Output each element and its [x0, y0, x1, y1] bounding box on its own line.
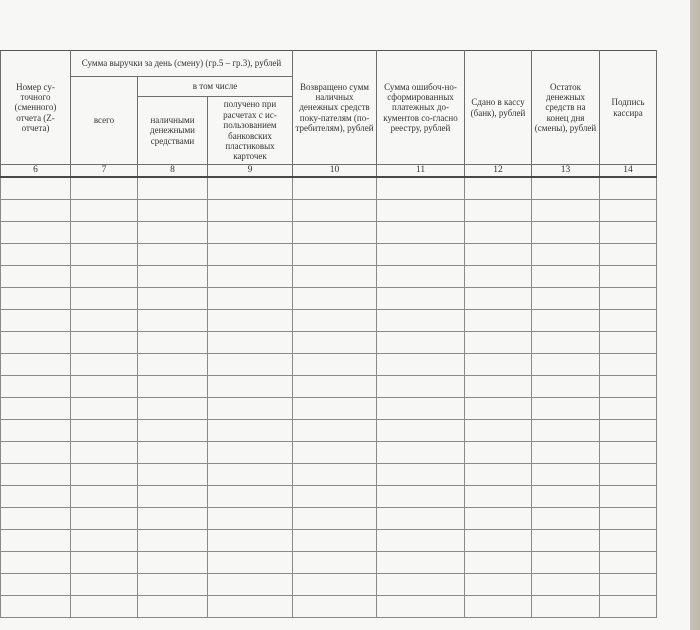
ledger-cell[interactable] — [600, 244, 657, 266]
ledger-cell[interactable] — [600, 552, 657, 574]
ledger-cell[interactable] — [532, 596, 600, 618]
ledger-cell[interactable] — [71, 574, 138, 596]
ledger-cell[interactable] — [293, 376, 377, 398]
ledger-cell[interactable] — [1, 266, 71, 288]
ledger-cell[interactable] — [71, 508, 138, 530]
ledger-cell[interactable] — [293, 398, 377, 420]
ledger-cell[interactable] — [71, 288, 138, 310]
ledger-cell[interactable] — [138, 310, 208, 332]
ledger-cell[interactable] — [208, 177, 293, 200]
header-cash: наличными денежными средствами — [138, 97, 208, 165]
ledger-cell[interactable] — [71, 398, 138, 420]
ledger-row — [1, 376, 657, 398]
ledger-cell[interactable] — [465, 552, 532, 574]
ledger-cell[interactable] — [532, 244, 600, 266]
ledger-cell[interactable] — [377, 530, 465, 552]
ledger-row — [1, 420, 657, 442]
ledger-cell[interactable] — [465, 574, 532, 596]
ledger-cell[interactable] — [600, 486, 657, 508]
ledger-cell[interactable] — [600, 222, 657, 244]
ledger-cell[interactable] — [208, 244, 293, 266]
ledger-cell[interactable] — [532, 552, 600, 574]
ledger-row — [1, 464, 657, 486]
ledger-cell[interactable] — [532, 354, 600, 376]
ledger-cell[interactable] — [293, 508, 377, 530]
ledger-cell[interactable] — [208, 552, 293, 574]
ledger-cell[interactable] — [1, 354, 71, 376]
ledger-cell[interactable] — [377, 574, 465, 596]
ledger-cell[interactable] — [600, 376, 657, 398]
ledger-cell[interactable] — [532, 464, 600, 486]
ledger-row — [1, 288, 657, 310]
ledger-cell[interactable] — [465, 266, 532, 288]
ledger-cell[interactable] — [71, 222, 138, 244]
ledger-row — [1, 552, 657, 574]
ledger-cell[interactable] — [377, 177, 465, 200]
ledger-cell[interactable] — [208, 574, 293, 596]
ledger-cell[interactable] — [377, 398, 465, 420]
ledger-cell[interactable] — [465, 398, 532, 420]
ledger-cell[interactable] — [71, 486, 138, 508]
ledger-row — [1, 354, 657, 376]
ledger-cell[interactable] — [600, 310, 657, 332]
ledger-cell[interactable] — [208, 266, 293, 288]
ledger-cell[interactable] — [293, 177, 377, 200]
ledger-cell[interactable] — [208, 420, 293, 442]
ledger-cell[interactable] — [138, 420, 208, 442]
ledger-cell[interactable] — [600, 596, 657, 618]
ledger-cell[interactable] — [465, 442, 532, 464]
ledger-row — [1, 486, 657, 508]
ledger-cell[interactable] — [293, 332, 377, 354]
ledger-row — [1, 442, 657, 464]
ledger-cell[interactable] — [377, 464, 465, 486]
ledger-row — [1, 530, 657, 552]
ledger-cell[interactable] — [71, 376, 138, 398]
ledger-cell[interactable] — [208, 508, 293, 530]
ledger-cell[interactable] — [71, 596, 138, 618]
header-card-payments: получено при расчетах с ис-пользованием банковских пластиковых карточек — [208, 97, 293, 165]
ledger-cell[interactable] — [71, 552, 138, 574]
ledger-cell[interactable] — [532, 508, 600, 530]
ledger-cell[interactable] — [208, 398, 293, 420]
column-number-row — [1, 165, 657, 178]
ledger-cell[interactable] — [1, 332, 71, 354]
ledger-cell[interactable] — [532, 530, 600, 552]
ledger-cell[interactable] — [71, 420, 138, 442]
page-top-margin — [0, 0, 690, 50]
ledger-cell[interactable] — [293, 200, 377, 222]
ledger-cell[interactable] — [377, 332, 465, 354]
ledger-cell[interactable] — [138, 177, 208, 200]
ledger-cell[interactable] — [600, 398, 657, 420]
ledger-cell[interactable] — [1, 596, 71, 618]
ledger-cell[interactable] — [138, 442, 208, 464]
column-number: 10 — [293, 165, 377, 178]
ledger-cell[interactable] — [1, 464, 71, 486]
ledger-cell[interactable] — [293, 464, 377, 486]
ledger-cell[interactable] — [208, 200, 293, 222]
ledger-cell[interactable] — [208, 486, 293, 508]
header-report-number: Номер су-точного (сменного) отчета (Z-отчета) — [1, 51, 71, 165]
header-total: всего — [71, 77, 138, 165]
column-number: 9 — [208, 165, 293, 178]
ledger-cell[interactable] — [138, 200, 208, 222]
ledger-cell[interactable] — [600, 288, 657, 310]
ledger-cell[interactable] — [1, 177, 71, 200]
ledger-cell[interactable] — [1, 222, 71, 244]
ledger-cell[interactable] — [1, 420, 71, 442]
ledger-cell[interactable] — [465, 376, 532, 398]
ledger-cell[interactable] — [465, 596, 532, 618]
ledger-row — [1, 508, 657, 530]
ledger-cell[interactable] — [1, 310, 71, 332]
ledger-cell[interactable] — [293, 552, 377, 574]
ledger-row — [1, 574, 657, 596]
ledger-cell[interactable] — [138, 596, 208, 618]
ledger-cell[interactable] — [293, 354, 377, 376]
ledger-cell[interactable] — [138, 464, 208, 486]
ledger-row — [1, 332, 657, 354]
ledger-cell[interactable] — [600, 177, 657, 200]
ledger-cell[interactable] — [532, 420, 600, 442]
ledger-cell[interactable] — [532, 288, 600, 310]
ledger-cell[interactable] — [71, 354, 138, 376]
ledger-cell[interactable] — [71, 177, 138, 200]
ledger-cell[interactable] — [532, 266, 600, 288]
ledger-cell[interactable] — [208, 332, 293, 354]
ledger-cell[interactable] — [138, 376, 208, 398]
header-cashier-signature: Подпись кассира — [600, 51, 657, 165]
ledger-cell[interactable] — [293, 420, 377, 442]
ledger-cell[interactable] — [377, 508, 465, 530]
ledger-cell[interactable] — [377, 442, 465, 464]
ledger-cell[interactable] — [208, 354, 293, 376]
ledger-row — [1, 310, 657, 332]
ledger-cell[interactable] — [71, 442, 138, 464]
ledger-cell[interactable] — [600, 530, 657, 552]
ledger-cell[interactable] — [208, 596, 293, 618]
ledger-cell[interactable] — [1, 376, 71, 398]
ledger-cell[interactable] — [532, 398, 600, 420]
ledger-cell[interactable] — [532, 200, 600, 222]
ledger-cell[interactable] — [208, 288, 293, 310]
column-number: 7 — [71, 165, 138, 178]
ledger-cell[interactable] — [293, 244, 377, 266]
ledger-cell[interactable] — [1, 200, 71, 222]
ledger-cell[interactable] — [465, 354, 532, 376]
ledger-cell[interactable] — [138, 244, 208, 266]
ledger-row — [1, 266, 657, 288]
ledger-cell[interactable] — [293, 530, 377, 552]
column-number: 13 — [532, 165, 600, 178]
ledger-cell[interactable] — [532, 486, 600, 508]
ledger-cell[interactable] — [600, 574, 657, 596]
ledger-body — [1, 177, 657, 618]
ledger-cell[interactable] — [1, 398, 71, 420]
ledger-cell[interactable] — [377, 354, 465, 376]
ledger-cell[interactable] — [1, 244, 71, 266]
ledger-row — [1, 177, 657, 200]
ledger-cell[interactable] — [293, 442, 377, 464]
ledger-cell[interactable] — [208, 310, 293, 332]
ledger-cell[interactable] — [1, 442, 71, 464]
ledger-cell[interactable] — [377, 420, 465, 442]
ledger-row — [1, 200, 657, 222]
ledger-cell[interactable] — [465, 420, 532, 442]
ledger-cell[interactable] — [293, 222, 377, 244]
page-edge — [690, 0, 700, 630]
ledger-row — [1, 244, 657, 266]
ledger-cell[interactable] — [532, 177, 600, 200]
ledger-cell[interactable] — [138, 222, 208, 244]
ledger-cell[interactable] — [600, 464, 657, 486]
ledger-cell[interactable] — [71, 266, 138, 288]
ledger-cell[interactable] — [377, 310, 465, 332]
ledger-cell[interactable] — [600, 354, 657, 376]
ledger-cell[interactable] — [293, 486, 377, 508]
ledger-cell[interactable] — [208, 464, 293, 486]
ledger-cell[interactable] — [532, 222, 600, 244]
ledger-cell[interactable] — [71, 310, 138, 332]
column-number: 8 — [138, 165, 208, 178]
header-including: в том числе — [138, 77, 293, 97]
header-handed-to-bank: Сдано в кассу (банк), рублей — [465, 51, 532, 165]
ledger-cell[interactable] — [377, 596, 465, 618]
ledger-cell[interactable] — [208, 376, 293, 398]
cash-ledger-table — [0, 50, 657, 618]
column-number: 14 — [600, 165, 657, 178]
ledger-cell[interactable] — [71, 530, 138, 552]
ledger-cell[interactable] — [138, 266, 208, 288]
ledger-cell[interactable] — [1, 552, 71, 574]
ledger-cell[interactable] — [465, 288, 532, 310]
ledger-cell[interactable] — [71, 332, 138, 354]
ledger-cell[interactable] — [377, 288, 465, 310]
header-end-balance: Остаток денежных средств на конец дня (смены), рублей — [532, 51, 600, 165]
ledger-cell[interactable] — [138, 398, 208, 420]
column-number: 11 — [377, 165, 465, 178]
ledger-cell[interactable] — [71, 464, 138, 486]
ledger-cell[interactable] — [377, 244, 465, 266]
ledger-cell[interactable] — [208, 222, 293, 244]
ledger-cell[interactable] — [208, 530, 293, 552]
ledger-row — [1, 398, 657, 420]
ledger-cell[interactable] — [138, 486, 208, 508]
ledger-cell[interactable] — [71, 244, 138, 266]
ledger-cell[interactable] — [138, 508, 208, 530]
column-number: 12 — [465, 165, 532, 178]
ledger-cell[interactable] — [377, 552, 465, 574]
ledger-cell[interactable] — [138, 332, 208, 354]
ledger-row — [1, 222, 657, 244]
header-erroneous-documents: Сумма ошибоч-но-сформированных платежных до-кументов со-гласно реестру, рублей — [377, 51, 465, 165]
ledger-cell[interactable] — [600, 266, 657, 288]
ledger-cell[interactable] — [1, 530, 71, 552]
ledger-row — [1, 596, 657, 618]
ledger-cell[interactable] — [532, 376, 600, 398]
ledger-cell[interactable] — [600, 508, 657, 530]
ledger-cell[interactable] — [1, 574, 71, 596]
ledger-cell[interactable] — [532, 332, 600, 354]
ledger-cell[interactable] — [465, 530, 532, 552]
ledger-cell[interactable] — [293, 288, 377, 310]
ledger-cell[interactable] — [138, 530, 208, 552]
ledger-cell[interactable] — [71, 200, 138, 222]
ledger-cell[interactable] — [1, 508, 71, 530]
ledger-cell[interactable] — [532, 310, 600, 332]
header-revenue-group: Сумма выручки за день (смену) (гр.5 – гр.3), рублей — [71, 51, 293, 77]
ledger-cell[interactable] — [1, 486, 71, 508]
ledger-cell[interactable] — [208, 442, 293, 464]
ledger-cell[interactable] — [465, 486, 532, 508]
ledger-cell[interactable] — [532, 442, 600, 464]
ledger-cell[interactable] — [465, 332, 532, 354]
ledger-cell[interactable] — [600, 332, 657, 354]
ledger-cell[interactable] — [138, 288, 208, 310]
ledger-cell[interactable] — [138, 354, 208, 376]
ledger-cell[interactable] — [293, 310, 377, 332]
ledger-cell[interactable] — [138, 552, 208, 574]
ledger-cell[interactable] — [600, 442, 657, 464]
ledger-cell[interactable] — [532, 574, 600, 596]
ledger-cell[interactable] — [293, 574, 377, 596]
ledger-cell[interactable] — [465, 177, 532, 200]
ledger-cell[interactable] — [600, 200, 657, 222]
ledger-cell[interactable] — [465, 464, 532, 486]
ledger-cell[interactable] — [465, 222, 532, 244]
ledger-cell[interactable] — [377, 200, 465, 222]
column-number: 6 — [1, 165, 71, 178]
ledger-cell[interactable] — [293, 596, 377, 618]
ledger-cell[interactable] — [138, 574, 208, 596]
ledger-cell[interactable] — [377, 266, 465, 288]
ledger-cell[interactable] — [377, 486, 465, 508]
ledger-cell[interactable] — [465, 244, 532, 266]
ledger-cell[interactable] — [293, 266, 377, 288]
ledger-cell[interactable] — [377, 376, 465, 398]
ledger-cell[interactable] — [465, 508, 532, 530]
ledger-cell[interactable] — [600, 420, 657, 442]
ledger-cell[interactable] — [465, 310, 532, 332]
header-refunds: Возвращено сумм наличных денежных средств поку-пателям (по-требителям), рублей — [293, 51, 377, 165]
ledger-cell[interactable] — [465, 200, 532, 222]
ledger-cell[interactable] — [377, 222, 465, 244]
ledger-cell[interactable] — [1, 288, 71, 310]
